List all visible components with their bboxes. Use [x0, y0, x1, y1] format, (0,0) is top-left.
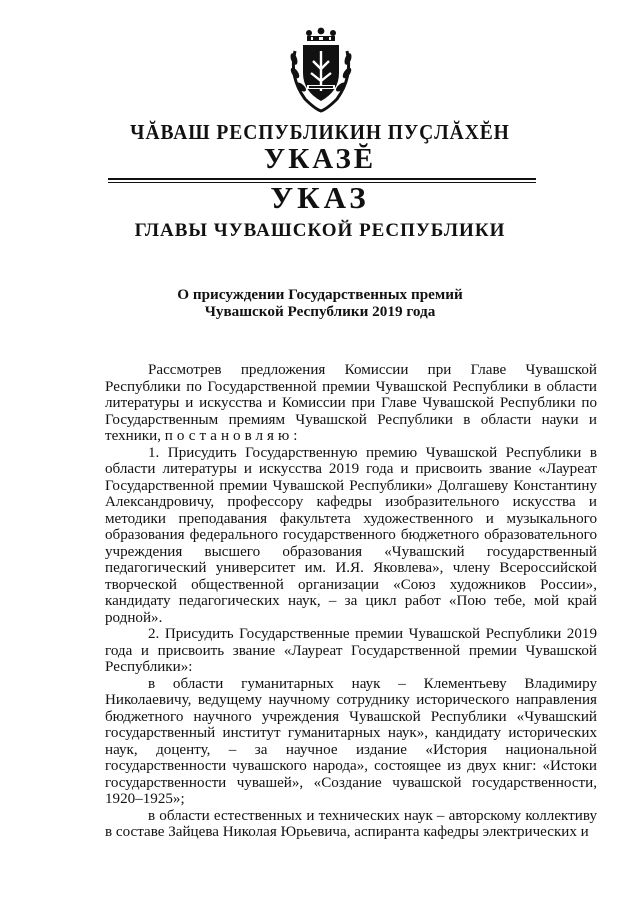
item-2-paragraph: 2. Присудить Государственные премии Чувашской Республики 2019 года и присвоить звание «Лауреат Государственной премии Чувашской Республики»: — [105, 626, 597, 675]
decree-subject — [150, 286, 490, 320]
subject-line-1: О присуждении Государственных премий — [177, 286, 463, 303]
postanovlyayu-word: постановляю: — [164, 428, 302, 444]
chuvash-header-title: ЧĂВАШ РЕСПУБЛИКИН ПУҪЛĂХĔН — [130, 120, 510, 144]
coat-of-arms-emblem — [285, 25, 357, 113]
glava-subtitle: ГЛАВЫ ЧУВАШСКОЙ РЕСПУБЛИКИ — [134, 220, 506, 241]
chuvash-ukaze-title: УКАЗĔ — [263, 143, 377, 175]
subject-line-2: Чувашской Республики 2019 года — [204, 303, 436, 320]
humanities-paragraph: в области гуманитарных наук – Клементьеву Владимиру Николаевичу, ведущему научному сотруднику исторического направления бюджетного научного учреждения Чувашской Республики «Чувашский государственный институт гуманитарных наук», кандидату исторических наук, доценту, – за научное издание «История национальной государственности чувашского народа», состоящее из двух книг: «Истоки государственности чувашей», «Создание чувашской государственности, 1920–1925»; — [105, 675, 597, 807]
ukaz-title: УКАЗ — [270, 180, 370, 215]
intro-text: Рассмотрев предложения Комиссии при Главе Чувашской Республики по Государственной премии Чувашской Республики в области литературы и искусства и Комиссии при Главе Чувашской Республики по Государственным премиям Чувашской Республики в области науки и техники, — [105, 362, 597, 444]
decree-body — [105, 362, 597, 841]
item-1-paragraph: 1. Присудить Государственную премию Чувашской Республики в области литературы и искусства 2019 года и присвоить звание «Лауреат Государственной премии Чувашской Республики» Долгашеву Константину Александровичу, профессору кафедры изобразительного искусства и методики преподавания факультета художественного и музыкального образования федерального государственного бюджетного образовательного учреждения высшего образования «Чувашский государственный педагогический университет им. И.Я. Яковлева», члену Всероссийской творческой общественной организации «Союз художников России», кандидату педагогических наук, – за цикл работ «Пою тебе, мой край родной». — [105, 444, 597, 626]
natural-sciences-paragraph: в области естественных и технических наук – авторскому коллективу в составе Зайцева Николая Юрьевича, аспиранта кафедры электрических и — [105, 807, 597, 840]
intro-paragraph — [105, 362, 597, 445]
